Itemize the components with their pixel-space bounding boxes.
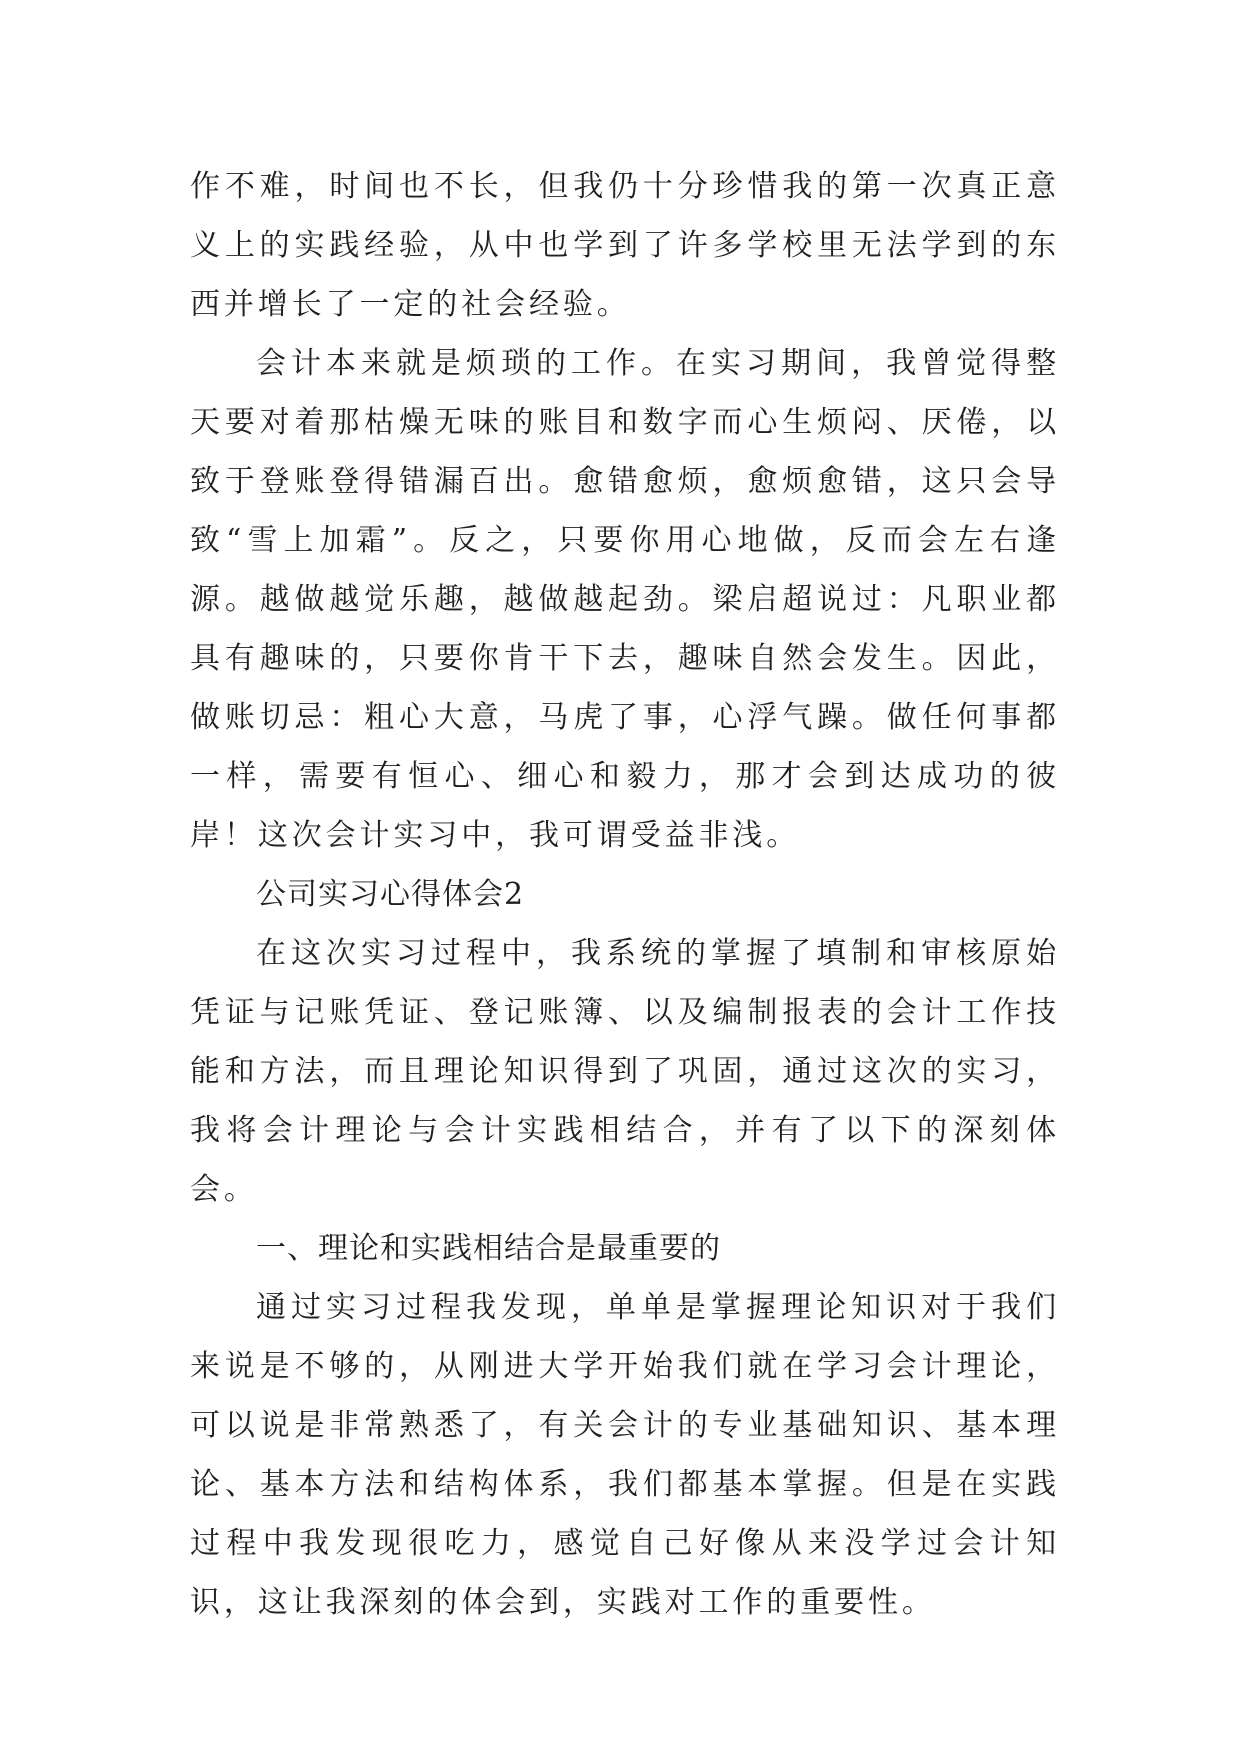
paragraph-internship-skills: 在这次实习过程中，我系统的掌握了填制和审核原始凭证与记账凭证、登记账簿、以及编制报表的会计工作技能和方法，而且理论知识得到了巩固，通过这次的实习，我将会计理论与会计实践相结合，并有了以下的深刻体会。 xyxy=(190,936,1060,1207)
paragraph-continuation: 作不难，时间也不长，但我仍十分珍惜我的第一次真正意义上的实践经验，从中也学到了许多学校里无法学到的东西并增长了一定的社会经验。 xyxy=(190,169,1060,322)
paragraph-theory-not-enough: 通过实习过程我发现，单单是掌握理论知识对于我们来说是不够的，从刚进大学开始我们就在学习会计理论，可以说是非常熟悉了，有关会计的专业基础知识、基本理论、基本方法和结构体系，我们都基本掌握。但是在实践过程中我发现很吃力，感觉自己好像从来没学过会计知识，这让我深刻的体会到，实践对工作的重要性。 xyxy=(190,1290,1060,1620)
document-body xyxy=(190,157,1060,1632)
section-heading-experience-2: 公司实习心得体会2 xyxy=(256,877,525,912)
section-heading-theory-practice: 一、理论和实践相结合是最重要的 xyxy=(256,1231,721,1266)
paragraph-accounting-tedious: 会计本来就是烦琐的工作。在实习期间，我曾觉得整天要对着那枯燥无味的账目和数字而心生烦闷、厌倦，以致于登账登得错漏百出。愈错愈烦，愈烦愈错，这只会导致“雪上加霜”。反之，只要你用心地做，反而会左右逢源。越做越觉乐趣，越做越起劲。梁启超说过：凡职业都具有趣味的，只要你肯干下去，趣味自然会发生。因此，做账切忌：粗心大意，马虎了事，心浮气躁。做任何事都一样，需要有恒心、细心和毅力，那才会到达成功的彼岸！这次会计实习中，我可谓受益非浅。 xyxy=(190,346,1060,853)
